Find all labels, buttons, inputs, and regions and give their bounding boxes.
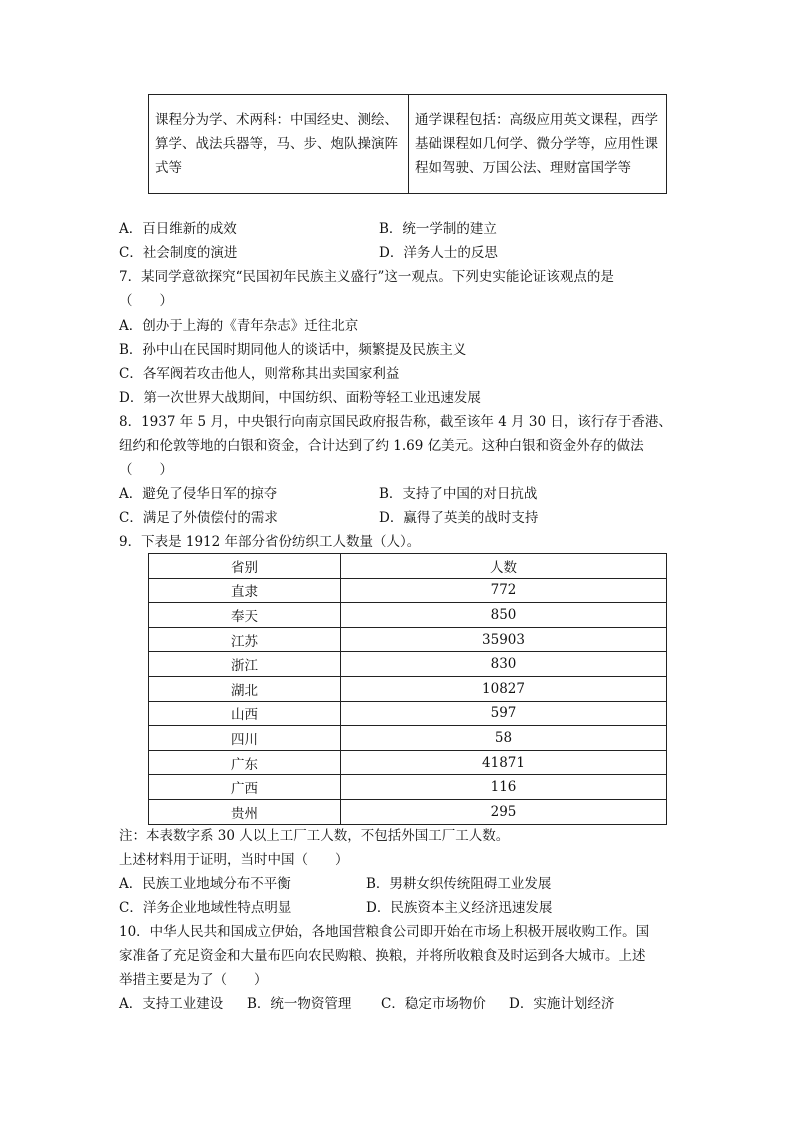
province-cell: 贵州	[149, 799, 341, 824]
province-cell: 江苏	[149, 627, 341, 652]
q8-option-b[interactable]: B．支持了中国的对日抗战	[379, 486, 538, 502]
q10-option-d[interactable]: D．实施计划经济	[509, 996, 615, 1012]
count-cell: 597	[341, 701, 667, 726]
count-cell: 295	[341, 799, 667, 824]
province-cell: 直隶	[149, 578, 341, 603]
q6-option-b[interactable]: B．统一学制的建立	[379, 221, 497, 237]
count-cell: 850	[341, 603, 667, 628]
q8-stem-line1: 8．1937 年 5 月，中央银行向南京国民政府报告称，截至该年 4 月 30 日，该行存于香港、	[119, 414, 672, 430]
province-cell: 奉天	[149, 603, 341, 628]
q9-option-b[interactable]: B．男耕女织传统阻碍工业发展	[366, 876, 552, 892]
table-row	[149, 603, 667, 628]
province-cell: 四川	[149, 726, 341, 751]
table-row	[149, 750, 667, 775]
count-cell: 35903	[341, 627, 667, 652]
q9-question: 上述材料用于证明，当时中国（ ）	[119, 852, 349, 868]
curriculum-comparison-table	[148, 94, 667, 194]
column-header-province: 省别	[149, 554, 341, 579]
province-cell: 山西	[149, 701, 341, 726]
province-cell: 浙江	[149, 652, 341, 677]
q7-option-a[interactable]: A．创办于上海的《青年杂志》迁往北京	[119, 318, 359, 334]
table-row	[149, 701, 667, 726]
count-cell: 41871	[341, 750, 667, 775]
q10-option-b[interactable]: B．统一物资管理	[247, 996, 352, 1012]
count-cell: 830	[341, 652, 667, 677]
count-cell: 772	[341, 578, 667, 603]
right-cell: 通学课程包括：高级应用英文课程，西学基础课程如几何学、微分学等，应用性课程如驾驶、万国公法、理财富国学等	[409, 95, 667, 194]
table-row	[149, 578, 667, 603]
table-row	[149, 95, 667, 194]
q10-option-c[interactable]: C．稳定市场物价	[381, 996, 486, 1012]
q9-option-d[interactable]: D．民族资本主义经济迅速发展	[366, 900, 553, 916]
table-row	[149, 799, 667, 824]
q9-option-a[interactable]: A．民族工业地域分布不平衡	[119, 876, 291, 892]
q9-stem: 9．下表是 1912 年部分省份纺织工人数量（人）。	[119, 534, 421, 550]
q6-option-a[interactable]: A．百日维新的成效	[119, 221, 237, 237]
table-row	[149, 676, 667, 701]
q7-option-c[interactable]: C．各军阀若攻击他人，则常称其出卖国家利益	[119, 366, 400, 382]
q9-table-note: 注：本表数字系 30 人以上工厂工人数，不包括外国工厂工人数。	[119, 828, 510, 844]
q7-stem: 7．某同学意欲探究“民国初年民族主义盛行”这一观点。下列史实能论证该观点的是	[119, 269, 614, 285]
province-cell: 广东	[149, 750, 341, 775]
q10-stem-line2: 家准备了充足资金和大量布匹向农民购粮、换粮，并将所收粮食及时运到各大城市。上述	[119, 948, 646, 964]
column-header-count: 人数	[341, 554, 667, 579]
q8-answer-paren: （ ）	[119, 462, 173, 478]
q7-option-d[interactable]: D．第一次世界大战期间，中国纺织、面粉等轻工业迅速发展	[119, 390, 481, 406]
q10-option-a[interactable]: A．支持工业建设	[119, 996, 224, 1012]
table-row	[149, 652, 667, 677]
q8-option-d[interactable]: D．赢得了英美的战时支持	[379, 510, 539, 526]
left-cell: 课程分为学、术两科：中国经史、测绘、算学、战法兵器等，马、步、炮队操演阵式等	[149, 95, 409, 194]
count-cell: 116	[341, 775, 667, 800]
table-header-row	[149, 554, 667, 579]
q8-stem-line2: 纽约和伦敦等地的白银和资金，合计达到了约 1.69 亿美元。这种白银和资金外存的做法	[119, 438, 644, 454]
province-cell: 湖北	[149, 676, 341, 701]
q9-option-c[interactable]: C．洋务企业地域性特点明显	[119, 900, 292, 916]
q6-option-c[interactable]: C．社会制度的演进	[119, 245, 238, 261]
q10-stem-line1: 10．中华人民共和国成立伊始，各地国营粮食公司即开始在市场上积极开展收购工作。国	[119, 924, 650, 940]
q7-answer-paren: （ ）	[119, 293, 173, 309]
count-cell: 10827	[341, 676, 667, 701]
q8-option-a[interactable]: A．避免了侵华日军的掠夺	[119, 486, 278, 502]
q7-option-b[interactable]: B．孙中山在民国时期同他人的谈话中，频繁提及民族主义	[119, 342, 467, 358]
table-row	[149, 775, 667, 800]
q8-option-c[interactable]: C．满足了外债偿付的需求	[119, 510, 278, 526]
count-cell: 58	[341, 726, 667, 751]
q10-stem-line3: 举措主要是为了（ ）	[119, 972, 268, 988]
q6-option-d[interactable]: D．洋务人士的反思	[379, 245, 498, 261]
table-row	[149, 627, 667, 652]
textile-workers-table	[148, 553, 667, 825]
province-cell: 广西	[149, 775, 341, 800]
table-row	[149, 726, 667, 751]
